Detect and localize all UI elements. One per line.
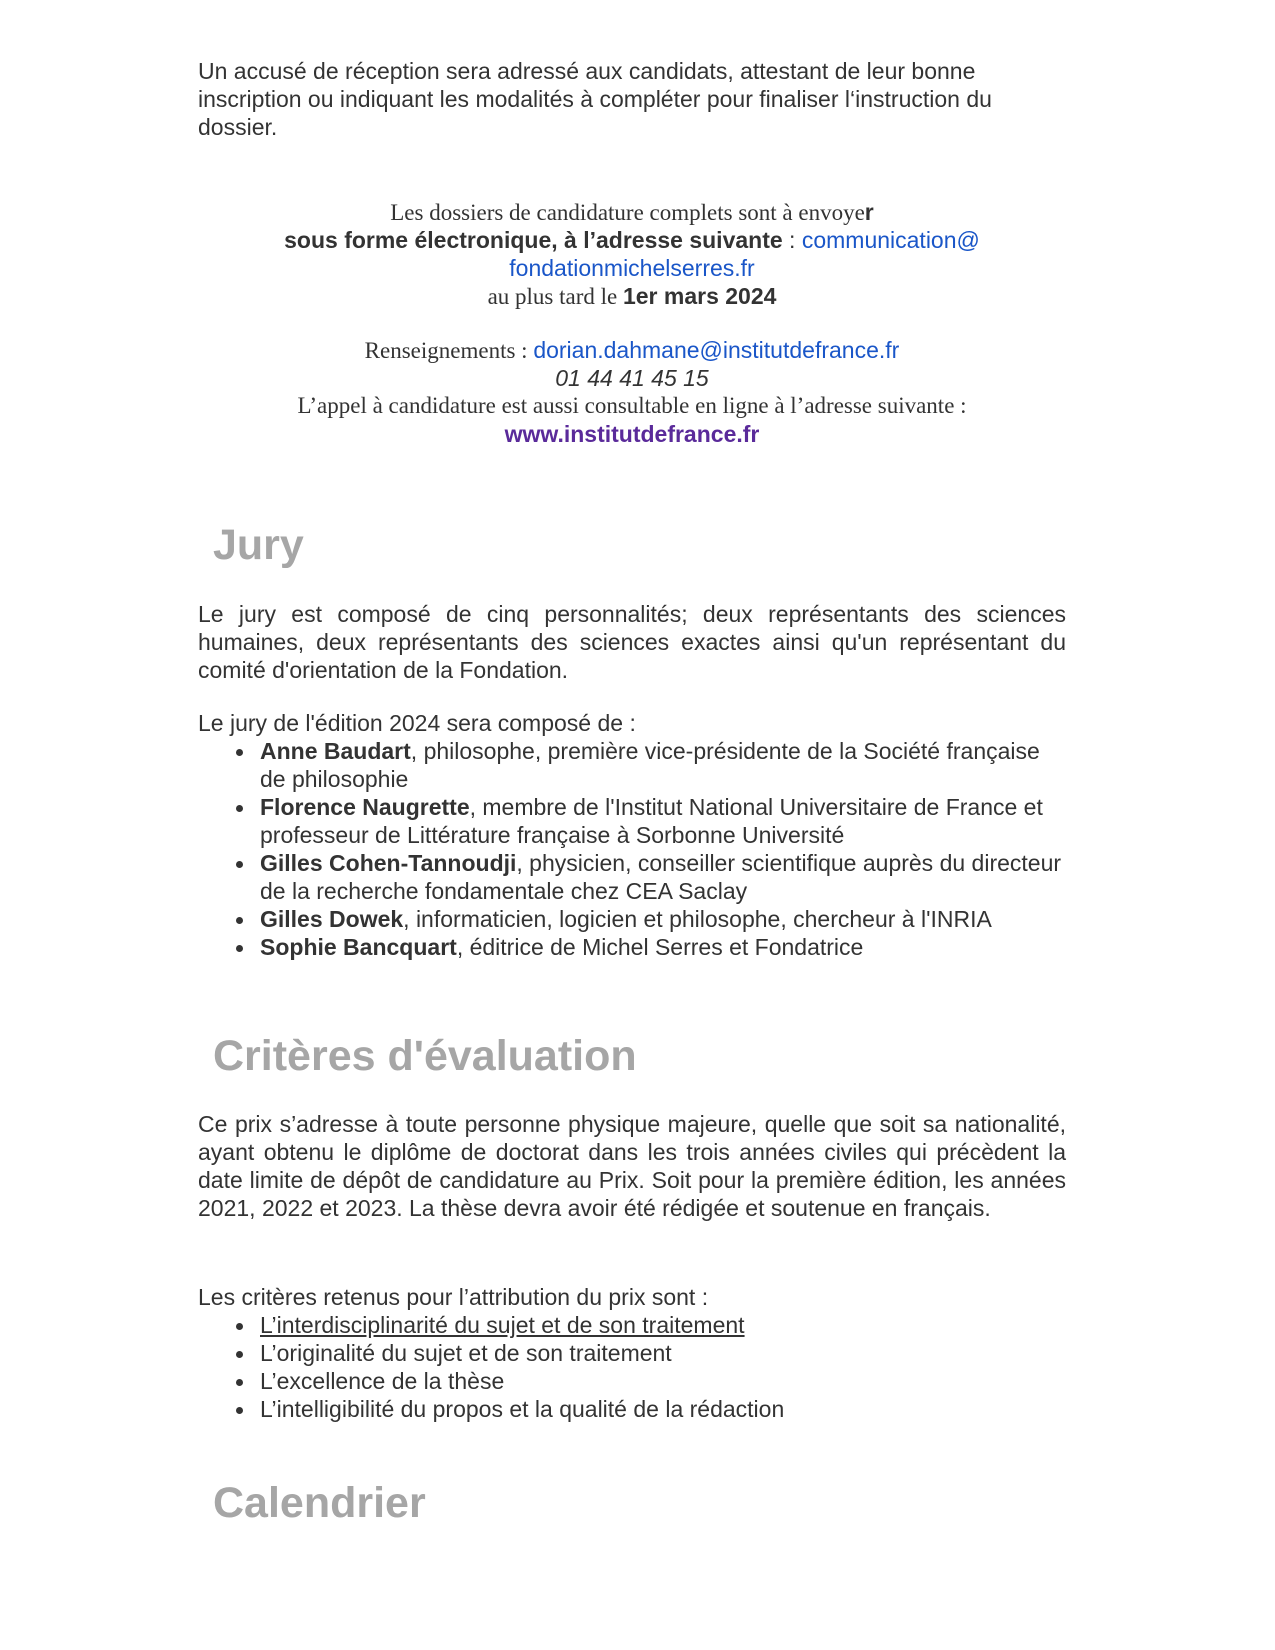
- submission-email-link-domain[interactable]: fondationmichelserres.fr: [509, 255, 755, 281]
- jury-members-list: [198, 737, 1066, 961]
- info-line: [198, 336, 1066, 364]
- member-name: Gilles Dowek: [260, 906, 404, 932]
- deadline-line: [198, 282, 1066, 310]
- submission-text: Les dossiers de candidature complets sont à envoye: [390, 200, 865, 225]
- info-label: Renseignements :: [364, 338, 534, 363]
- list-item: [198, 793, 1066, 849]
- criterion-text: L’interdisciplinarité du sujet et de son traitement: [260, 1312, 745, 1338]
- phone-number: 01 44 41 45 15: [555, 365, 709, 391]
- criteria-description: Ce prix s’adresse à toute personne physique majeure, quelle que soit sa nationalité, ayant obtenu le diplôme de doctorat dans les trois années civiles qui précèdent la date limite de dépôt de candidature au Prix. Soit pour la première édition, les années 2021, 2022 et 2023. La thèse devra avoir été rédigée et soutenue en français.: [198, 1111, 1066, 1221]
- colon: :: [782, 227, 802, 253]
- phone-line: [198, 364, 1066, 392]
- intro-paragraph: Un accusé de réception sera adressé aux candidats, attestant de leur bonne inscription ou indiquant les modalités à compléter pour finaliser l‘instruction du dossier.: [198, 58, 992, 140]
- electronic-form-label: sous forme électronique: [284, 227, 552, 253]
- bullet-icon: [236, 945, 243, 952]
- member-role: , physicien, conseiller scientifique auprès du directeur de la recherche fondamentale chez CEA Saclay: [260, 850, 1062, 904]
- address-label: , à l’adresse suivante: [551, 227, 783, 253]
- criteria-heading: Critères d'évaluation: [213, 1032, 637, 1080]
- member-role: , éditrice de Michel Serres et Fondatrice: [456, 934, 864, 960]
- deadline-date: 1er mars 2024: [622, 283, 777, 309]
- online-text: L’appel à candidature est aussi consultable en ligne à l’adresse suivante :: [297, 393, 967, 418]
- bullet-icon: [236, 861, 243, 868]
- member-role: , membre de l'Institut National Universitaire de France et professeur de Littérature française à Sorbonne Université: [260, 794, 1043, 848]
- info-email-link[interactable]: dorian.dahmane@institutdefrance.fr: [533, 337, 900, 363]
- website-link[interactable]: www.institutdefrance.fr: [504, 421, 760, 447]
- deadline-prefix: au plus tard le: [487, 284, 623, 309]
- bullet-icon: [236, 1351, 243, 1358]
- bullet-icon: [236, 1379, 243, 1386]
- criteria-intro: Les critères retenus pour l’attribution du prix sont :: [198, 1284, 709, 1310]
- member-name: Anne Baudart: [260, 738, 411, 764]
- spacer: [198, 310, 1066, 336]
- jury-intro: Le jury de l'édition 2024 sera composé de :: [198, 710, 636, 736]
- criterion-text: L’intelligibilité du propos et la qualité de la rédaction: [260, 1396, 785, 1422]
- list-item: [198, 1339, 1066, 1367]
- member-name: Florence Naugrette: [260, 794, 470, 820]
- member-role: , philosophe, première vice-présidente de la Société française de philosophie: [260, 738, 1040, 792]
- submission-line-2: [198, 226, 1066, 254]
- bullet-icon: [236, 917, 243, 924]
- jury-description: Le jury est composé de cinq personnalités; deux représentants des sciences humaines, deux représentants des sciences exactes ainsi qu'un représentant du comité d'orientation de la Fondation.: [198, 601, 1066, 683]
- website-line: [198, 420, 1066, 448]
- list-item: [198, 905, 1066, 933]
- calendar-heading: Calendrier: [213, 1479, 426, 1527]
- bullet-icon: [236, 1407, 243, 1414]
- bullet-icon: [236, 749, 243, 756]
- criterion-text: L’excellence de la thèse: [260, 1368, 505, 1394]
- submission-line-1: [198, 198, 1066, 226]
- list-item: [198, 1367, 1066, 1395]
- list-item: [198, 849, 1066, 905]
- criterion-text: L’originalité du sujet et de son traitement: [260, 1340, 672, 1366]
- online-line: [198, 392, 1066, 420]
- list-item: [198, 933, 1066, 961]
- submission-block: [198, 198, 1066, 448]
- criteria-list: [198, 1311, 1066, 1423]
- submission-text-end: r: [864, 199, 874, 225]
- bullet-icon: [236, 805, 243, 812]
- list-item: [198, 1395, 1066, 1423]
- bullet-icon: [236, 1323, 243, 1330]
- member-name: Sophie Bancquart: [260, 934, 457, 960]
- list-item: [198, 737, 1066, 793]
- list-item: [198, 1311, 1066, 1339]
- jury-heading: Jury: [213, 521, 304, 569]
- member-role: , informaticien, logicien et philosophe, chercheur à l'INRIA: [403, 906, 992, 932]
- submission-line-3: [198, 254, 1066, 282]
- submission-email-link[interactable]: communication@: [801, 227, 980, 253]
- member-name: Gilles Cohen-Tannoudji: [260, 850, 517, 876]
